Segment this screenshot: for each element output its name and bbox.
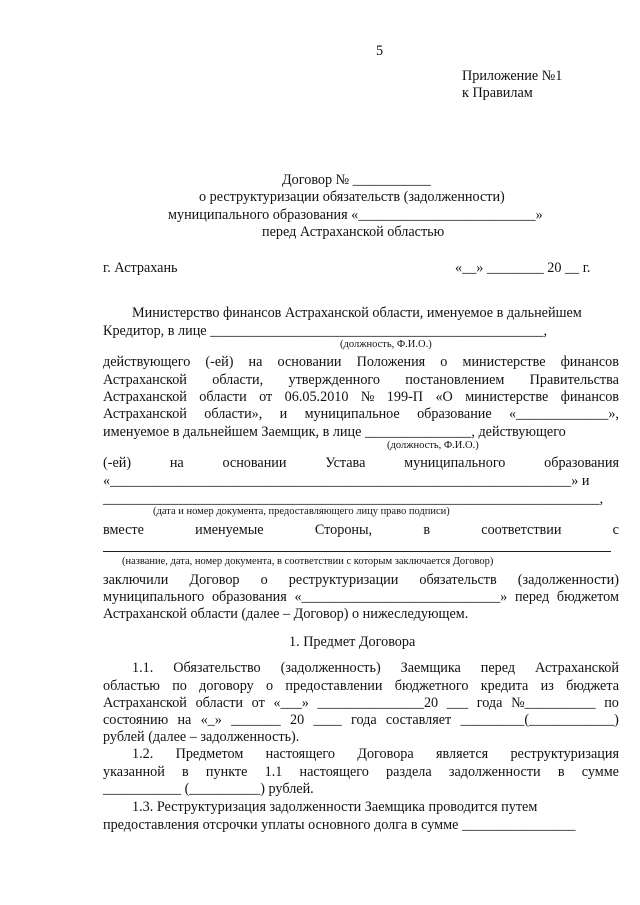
word: о xyxy=(260,572,268,588)
para1-line2: Кредитор, в лице _______________________________________________, xyxy=(103,323,548,339)
word: года xyxy=(476,695,503,711)
word: раздела xyxy=(386,764,432,780)
clause-1-1-line4 xyxy=(103,712,619,728)
word: Астраханской xyxy=(103,389,187,405)
clause-1-2-line3: ___________ (__________) рублей. xyxy=(103,781,314,797)
word: задолженности xyxy=(448,764,541,780)
word: (задолженность) xyxy=(280,660,381,676)
word: (-ей) xyxy=(205,354,234,370)
word: 1.2. xyxy=(132,746,154,762)
caption-position-name-1: (должность, Ф.И.О.) xyxy=(340,339,432,350)
word: перед xyxy=(514,589,550,605)
word: с xyxy=(612,522,619,538)
municipality-line: муниципального образования «_________________________» xyxy=(168,207,543,223)
contract-subtitle-end: перед Астраханской областью xyxy=(262,224,445,240)
contract-subtitle: о реструктуризации обязательств (задолженности) xyxy=(199,189,505,205)
word: 1.1. xyxy=(132,660,154,676)
word: составляет xyxy=(385,712,452,728)
word: «____________________________» xyxy=(294,589,508,605)
word: _________(____________) xyxy=(460,712,619,728)
word: реструктуризация xyxy=(510,746,619,762)
word: бюджетного xyxy=(394,678,469,694)
word: Предметом xyxy=(175,746,244,762)
para1-line3 xyxy=(103,354,619,370)
word: в xyxy=(182,764,189,780)
word: области», xyxy=(204,406,263,422)
word: на xyxy=(248,354,263,370)
word: Правительства xyxy=(529,372,619,388)
word: области xyxy=(199,389,247,405)
para1-line8 xyxy=(103,455,619,471)
word: «_» xyxy=(200,712,222,728)
word: реструктуризации xyxy=(288,572,399,588)
date-line: «__» ________ 20 __ г. xyxy=(455,260,591,276)
para1-line1: Министерство финансов Астраханской области, именуемое в дальнейшем xyxy=(132,305,582,321)
clause-1-1-line2 xyxy=(103,678,619,694)
word: именуемые xyxy=(195,522,264,538)
word: муниципальное xyxy=(304,406,400,422)
clause-1-1-line5: рублей (далее – задолженность). xyxy=(103,729,300,745)
word: договору xyxy=(199,678,254,694)
page-number: 5 xyxy=(376,43,384,59)
word: «О xyxy=(435,389,453,405)
word: 1.1 xyxy=(264,764,283,780)
word: указанной xyxy=(103,764,165,780)
word: Астраханской xyxy=(535,660,619,676)
word: настоящего xyxy=(265,746,335,762)
word: «___» xyxy=(273,695,309,711)
word: ____ xyxy=(313,712,342,728)
word: образования xyxy=(544,455,619,471)
appendix-reference: к Правилам xyxy=(462,85,533,101)
word: года xyxy=(351,712,377,728)
para1-line11 xyxy=(103,522,619,538)
word: Договор xyxy=(189,572,240,588)
word: финансов xyxy=(560,354,619,370)
word: области, xyxy=(212,372,264,388)
word: и xyxy=(279,406,288,422)
word: обязательств xyxy=(419,572,497,588)
word: по xyxy=(604,695,619,711)
word: бюджетом xyxy=(556,589,619,605)
word: на xyxy=(169,455,184,471)
word: Договора xyxy=(357,746,414,762)
appendix-label: Приложение №1 xyxy=(462,68,563,84)
clause-1-3-line2: предоставления отсрочки уплаты основного долга в сумме ________________ xyxy=(103,817,576,833)
clause-1-1-line1 xyxy=(132,660,619,676)
word: _______ xyxy=(231,712,281,728)
word: предоставлении xyxy=(285,678,383,694)
word: действующего xyxy=(103,354,191,370)
word: Устава xyxy=(325,455,366,471)
caption-signature-document: (дата и номер документа, предоставляющего лицу право подписи) xyxy=(153,506,450,517)
word: о xyxy=(440,354,448,370)
para1-line6 xyxy=(103,406,619,422)
word: утвержденного xyxy=(288,372,380,388)
word: Положения xyxy=(356,354,426,370)
para1-line4 xyxy=(103,372,619,388)
word: заключили xyxy=(103,572,169,588)
word: (задолженности) xyxy=(517,572,619,588)
contract-title: Договор № ___________ xyxy=(282,172,431,188)
word: кредита xyxy=(480,678,529,694)
para1-line10: ______________________________________________________________________, xyxy=(103,491,604,507)
para1-line7: именуемое в дальнейшем Заемщик, в лице _______________, действующего xyxy=(103,424,566,440)
word: на xyxy=(177,712,192,728)
para1-line5 xyxy=(103,389,619,405)
word: Астраханской xyxy=(103,695,187,711)
word: Астраханской xyxy=(103,372,187,388)
word: образования xyxy=(211,589,287,605)
word: образование xyxy=(417,406,492,422)
word: основании xyxy=(277,354,342,370)
word: из xyxy=(540,678,554,694)
word: _______________20 xyxy=(317,695,439,711)
word: (-ей) xyxy=(103,455,132,471)
section-heading: 1. Предмет Договора xyxy=(289,634,416,650)
word: в xyxy=(423,522,431,538)
para1-line9: «_________________________________________________________________» и xyxy=(103,473,590,489)
word: настоящего xyxy=(299,764,369,780)
caption-basis-document: (название, дата, номер документа, в соответствии с которым заключается Договор) xyxy=(122,556,494,567)
word: бюджета xyxy=(566,678,619,694)
word: Заемщика xyxy=(400,660,461,676)
blank-line xyxy=(103,551,611,552)
word: в xyxy=(557,764,565,780)
word: основании xyxy=(222,455,287,471)
word: финансов xyxy=(560,389,619,405)
word: состоянию xyxy=(103,712,169,728)
word: № xyxy=(360,389,375,405)
word: о xyxy=(266,678,274,694)
caption-position-name-2: (должность, Ф.И.О.) xyxy=(387,440,479,451)
word: №__________ xyxy=(511,695,596,711)
word: соответствии xyxy=(481,522,562,538)
word: Стороны, xyxy=(314,522,373,538)
word: министерстве xyxy=(465,389,549,405)
word: 06.05.2010 xyxy=(284,389,349,405)
word: муниципального xyxy=(404,455,506,471)
clause-1-1-line3 xyxy=(103,695,619,711)
word: сумме xyxy=(581,764,619,780)
word: является xyxy=(436,746,489,762)
word: по xyxy=(172,678,187,694)
word: от xyxy=(259,389,273,405)
word: перед xyxy=(480,660,516,676)
word: 20 xyxy=(289,712,305,728)
para1-line13 xyxy=(103,589,619,605)
word: муниципального xyxy=(103,589,205,605)
word: Обязательство xyxy=(173,660,261,676)
word: от xyxy=(251,695,265,711)
clause-1-2-line2 xyxy=(103,764,619,780)
word: 199-П xyxy=(386,389,424,405)
word: ___ xyxy=(446,695,469,711)
clause-1-2-line1 xyxy=(132,746,619,762)
word: Астраханской xyxy=(103,406,187,422)
word: пункте xyxy=(205,764,248,780)
word: «_____________», xyxy=(509,406,619,422)
para1-line12 xyxy=(103,572,619,588)
word: постановлением xyxy=(405,372,505,388)
word: министерстве xyxy=(462,354,546,370)
word: области xyxy=(195,695,243,711)
place: г. Астрахань xyxy=(103,260,178,276)
clause-1-3-line1: 1.3. Реструктуризация задолженности Заемщика проводится путем xyxy=(132,799,538,815)
word: областью xyxy=(103,678,160,694)
para1-line14: Астраханской области (далее – Договор) о нижеследующем. xyxy=(103,606,469,622)
word: вместе xyxy=(103,522,144,538)
